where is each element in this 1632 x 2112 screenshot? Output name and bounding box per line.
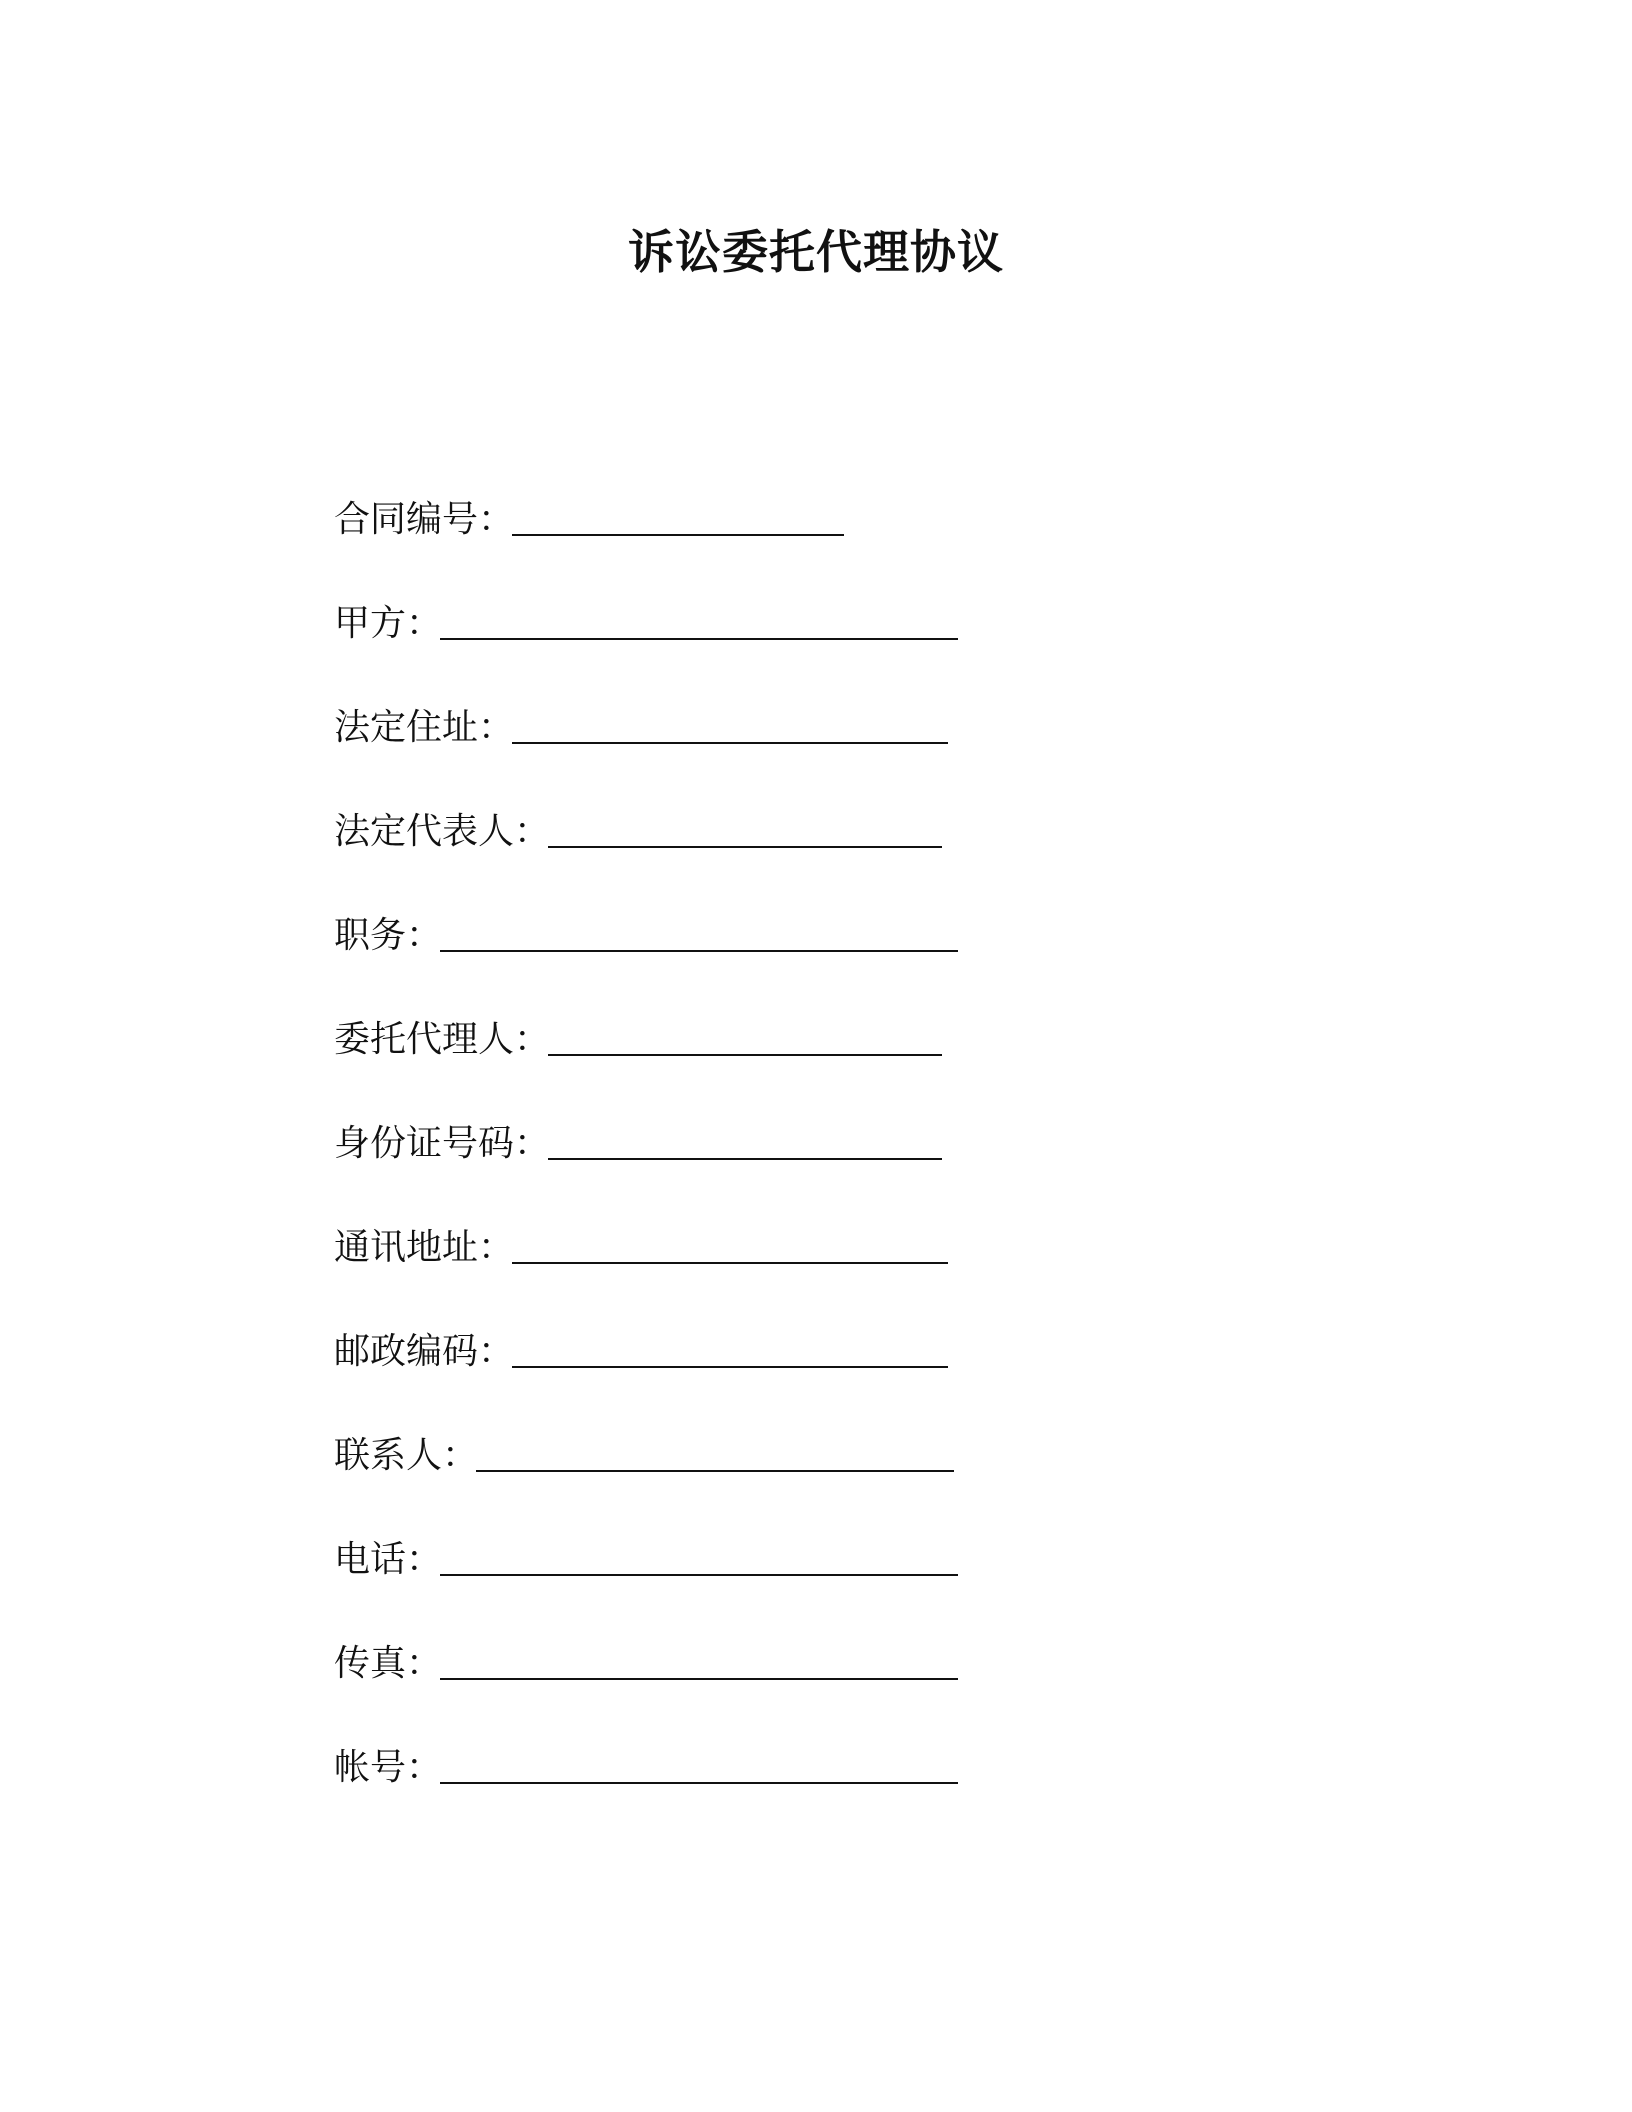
blank-line[interactable] [512, 1328, 948, 1368]
field-mailing-address [334, 1224, 1334, 1328]
blank-line[interactable] [476, 1432, 954, 1472]
field-postal-code [334, 1328, 1334, 1432]
field-phone [334, 1536, 1334, 1640]
field-colon: ： [514, 811, 551, 852]
blank-line[interactable] [440, 1744, 958, 1784]
blank-line[interactable] [440, 912, 958, 952]
field-label: 合同编号 [334, 499, 479, 540]
field-label: 通讯地址 [334, 1227, 479, 1268]
blank-line[interactable] [440, 1640, 958, 1680]
field-position [334, 912, 1334, 1016]
field-colon: ： [478, 707, 515, 748]
field-id-number [334, 1120, 1334, 1224]
field-colon: ： [442, 1435, 479, 1476]
blank-line[interactable] [512, 496, 844, 536]
field-contract-number [334, 496, 1334, 600]
blank-line[interactable] [440, 600, 958, 640]
field-party-a [334, 600, 1334, 704]
field-label: 邮政编码 [334, 1331, 479, 1372]
field-colon: ： [478, 1331, 515, 1372]
field-label: 帐号 [334, 1747, 407, 1788]
field-colon: ： [478, 1227, 515, 1268]
field-label: 联系人 [334, 1435, 443, 1476]
document-title: 诉讼委托代理协议 [628, 225, 1004, 279]
field-fax [334, 1640, 1334, 1744]
blank-line[interactable] [512, 1224, 948, 1264]
blank-line[interactable] [440, 1536, 958, 1576]
field-legal-representative [334, 808, 1334, 912]
field-label: 电话 [334, 1539, 407, 1580]
blank-line[interactable] [512, 704, 948, 744]
field-colon: ： [406, 915, 443, 956]
field-label: 委托代理人 [334, 1019, 515, 1060]
field-colon: ： [406, 1539, 443, 1580]
field-label: 甲方 [334, 603, 407, 644]
field-contact-person [334, 1432, 1334, 1536]
field-account-number [334, 1744, 1334, 1848]
field-label: 法定住址 [334, 707, 479, 748]
field-colon: ： [478, 499, 515, 540]
field-colon: ： [406, 1747, 443, 1788]
field-authorized-agent [334, 1016, 1334, 1120]
field-label: 传真 [334, 1643, 407, 1684]
blank-line[interactable] [548, 1016, 942, 1056]
field-colon: ： [514, 1019, 551, 1060]
blank-line[interactable] [548, 1120, 942, 1160]
field-colon: ： [514, 1123, 551, 1164]
field-colon: ： [406, 603, 443, 644]
field-label: 法定代表人 [334, 811, 515, 852]
field-label: 身份证号码 [334, 1123, 515, 1164]
party-info-fields [334, 496, 1334, 1848]
field-colon: ： [406, 1643, 443, 1684]
blank-line[interactable] [548, 808, 942, 848]
field-legal-address [334, 704, 1334, 808]
field-label: 职务 [334, 915, 407, 956]
